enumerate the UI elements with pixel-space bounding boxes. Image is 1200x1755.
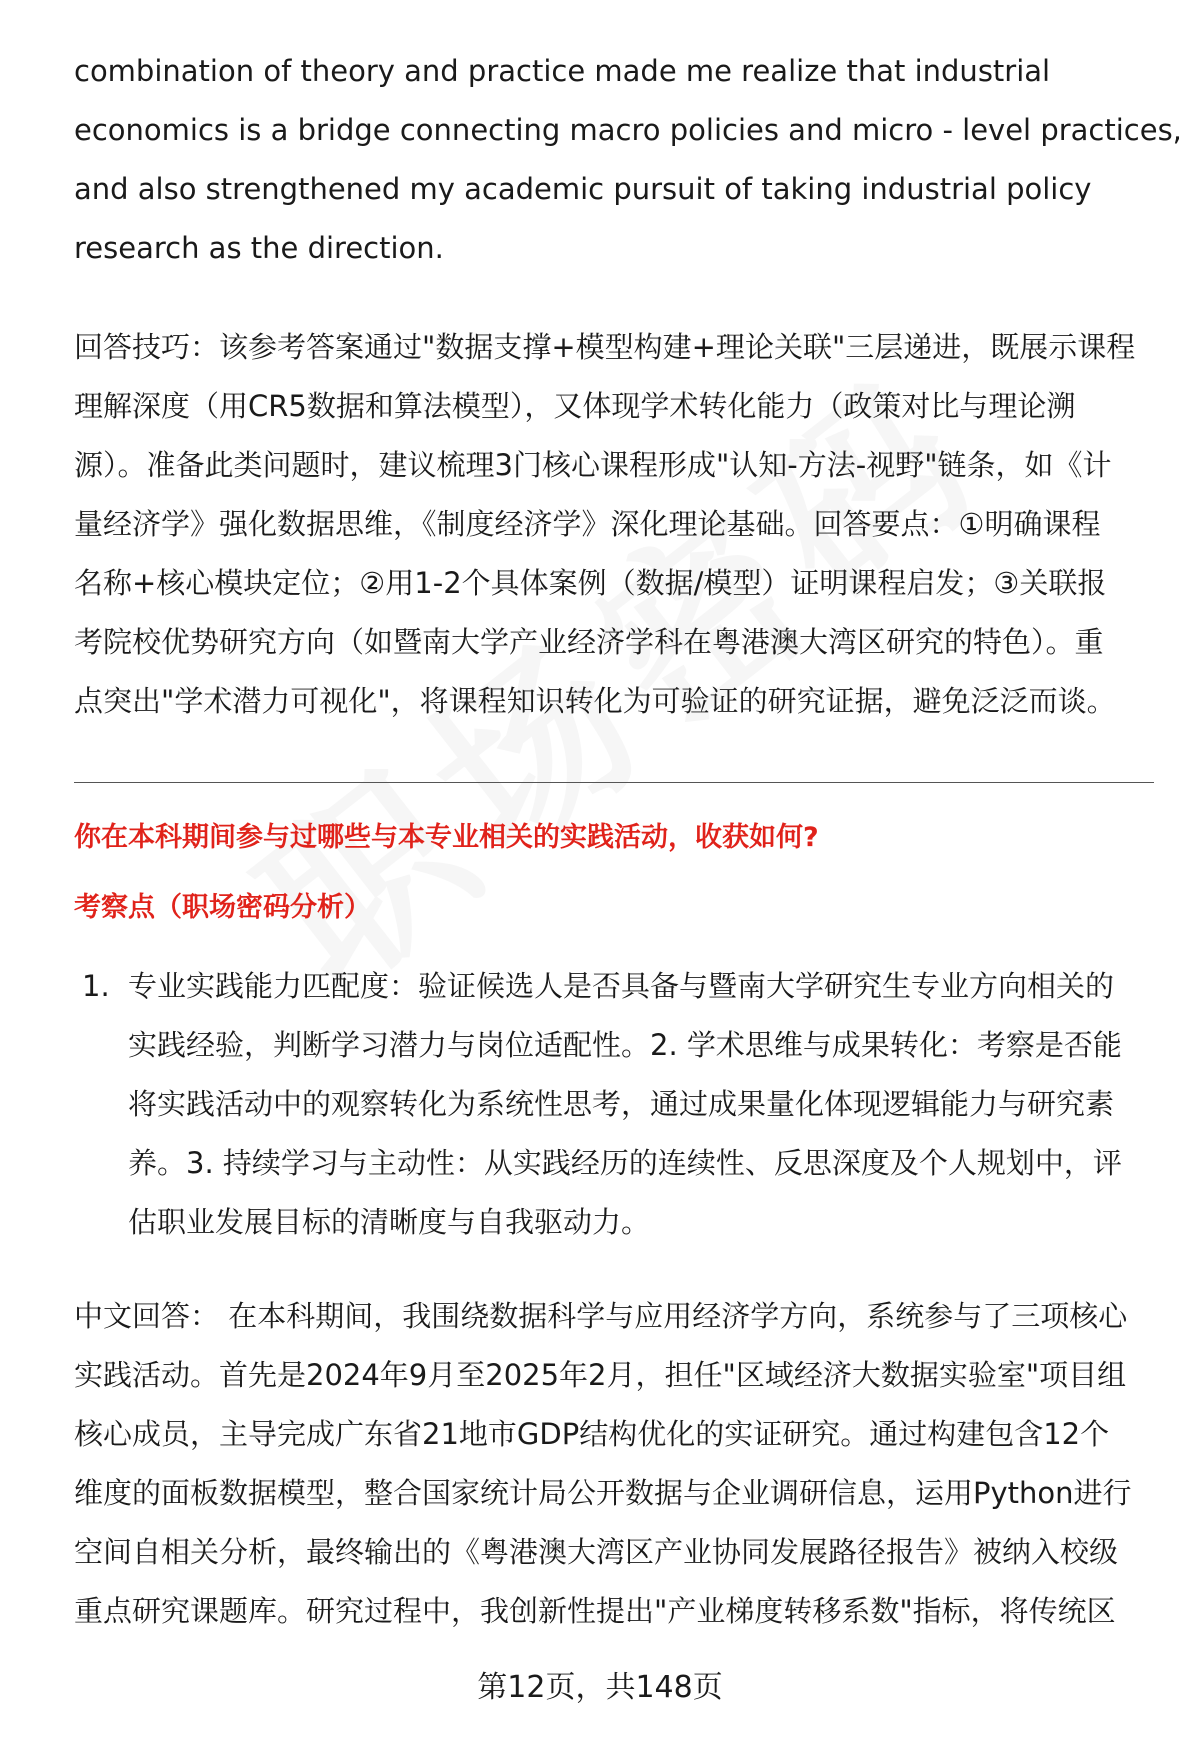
text-line: 中文回答： 在本科期间，我围绕数据科学与应用经济学方向，系统参与了三项核心 (74, 1299, 1128, 1333)
text-line: 理解深度（用CR5数据和算法模型），又体现学术转化能力（政策对比与理论溯 (74, 389, 1076, 423)
question-heading: 你在本科期间参与过哪些与本专业相关的实践活动，收获如何? (74, 822, 819, 853)
text-line: 源）。准备此类问题时，建议梳理3门核心课程形成"认知-方法-视野"链条，如《计 (74, 448, 1112, 482)
page-footer: 第12页，共148页 (477, 1670, 723, 1705)
text-line: 实践经验，判断学习潜力与岗位适配性。2. 学术思维与成果转化：考察是否能 (128, 1028, 1122, 1062)
text-line: 空间自相关分析，最终输出的《粤港澳大湾区产业协同发展路径报告》被纳入校级 (74, 1535, 1119, 1569)
text-line: 实践活动。首先是2024年9月至2025年2月，担任"区域经济大数据实验室"项目组 (74, 1358, 1127, 1392)
text-line: 核心成员，主导完成广东省21地市GDP结构优化的实证研究。通过构建包含12个 (74, 1417, 1110, 1451)
text-line: 量经济学》强化数据思维，《制度经济学》深化理论基础。回答要点：①明确课程 (74, 507, 1101, 541)
text-line: 重点研究课题库。研究过程中，我创新性提出"产业梯度转移系数"指标，将传统区 (74, 1594, 1116, 1628)
answer-tips-paragraph (74, 318, 1154, 731)
exam-point-list (82, 957, 1154, 1252)
text-line: 将实践活动中的观察转化为系统性思考，通过成果量化体现逻辑能力与研究素 (128, 1087, 1115, 1121)
text-line: 养。3. 持续学习与主动性：从实践经历的连续性、反思深度及个人规划中，评 (128, 1146, 1122, 1180)
text-line: 考院校优势研究方向（如暨南大学产业经济学科在粤港澳大湾区研究的特色）。重 (74, 625, 1104, 659)
text-line: economics is a bridge connecting macro policies and micro - level practices, (74, 113, 1182, 147)
text-line: 专业实践能力匹配度：验证候选人是否具备与暨南大学研究生专业方向相关的 (128, 969, 1115, 1003)
text-line: 名称+核心模块定位；②用1-2个具体案例（数据/模型）证明课程启发；③关联报 (74, 566, 1107, 600)
text-line: and also strengthened my academic pursuit of taking industrial policy (74, 172, 1092, 206)
text-line: 维度的面板数据模型，整合国家统计局公开数据与企业调研信息，运用Python进行 (74, 1476, 1132, 1510)
list-number: 1. (82, 969, 110, 1003)
english-paragraph (74, 42, 1182, 278)
chinese-answer-paragraph (74, 1287, 1154, 1641)
exam-point-heading: 考察点（职场密码分析） (74, 892, 371, 923)
text-line: 估职业发展目标的清晰度与自我驱动力。 (128, 1205, 651, 1239)
text-line: 点突出"学术潜力可视化"，将课程知识转化为可验证的研究证据，避免泛泛而谈。 (74, 684, 1116, 718)
section-divider (74, 782, 1154, 783)
text-line: 回答技巧：该参考答案通过"数据支撑+模型构建+理论关联"三层递进，既展示课程 (74, 330, 1136, 364)
text-line: combination of theory and practice made me realize that industrial (74, 54, 1051, 88)
list-item (128, 957, 1154, 1252)
text-line: research as the direction. (74, 231, 444, 265)
